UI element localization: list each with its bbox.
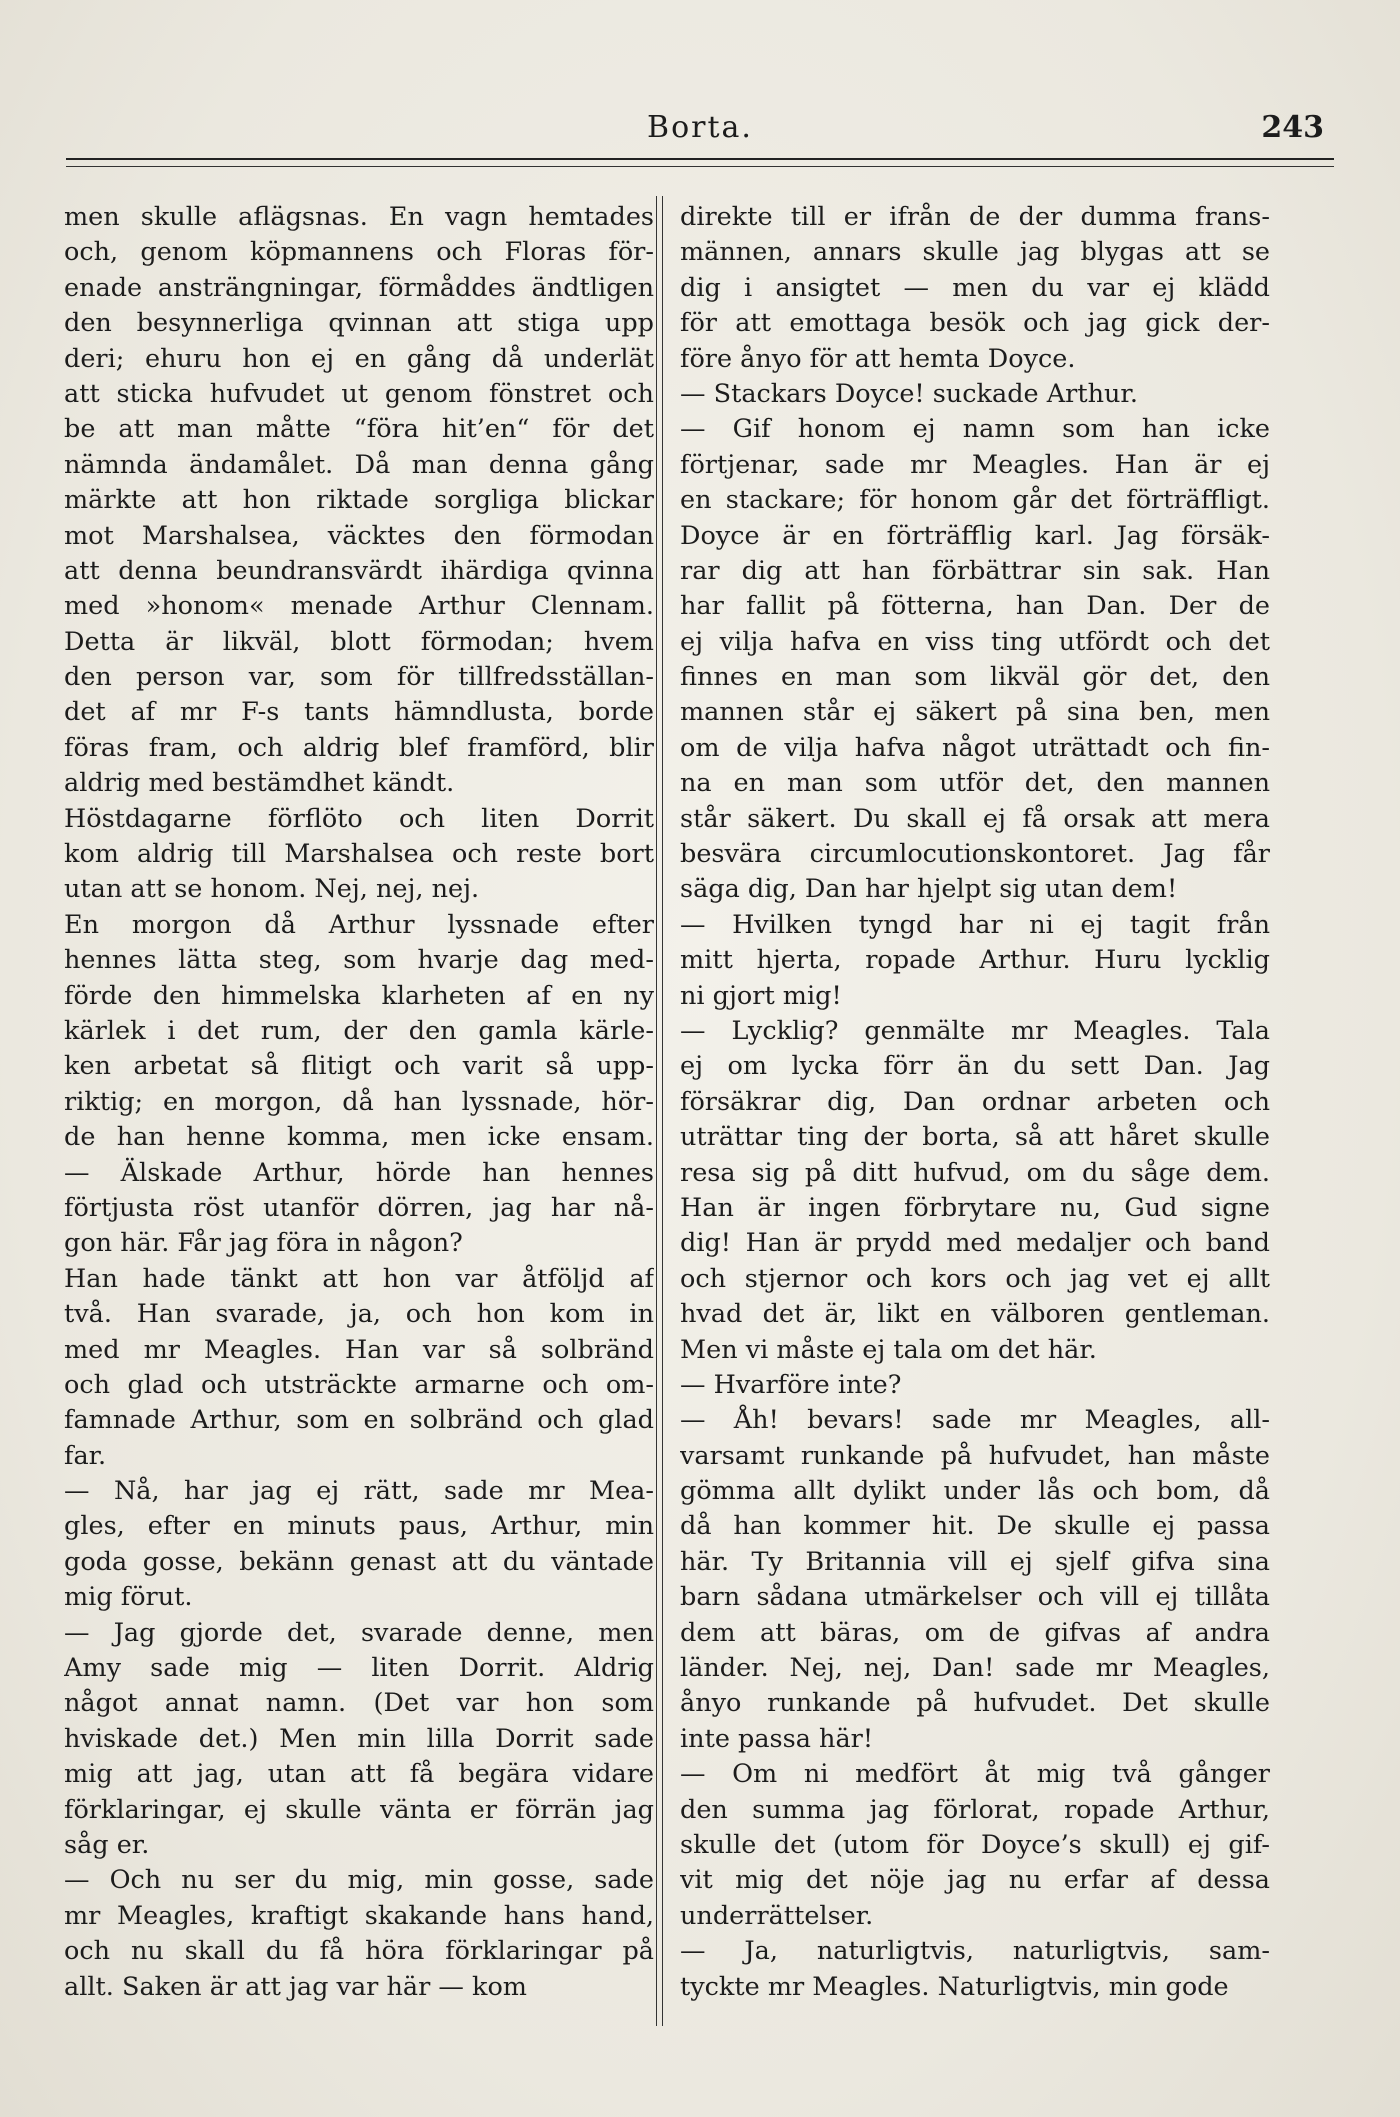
text-line: ken arbetat så flitigt och varit så upp- — [64, 1051, 654, 1082]
text-line: riktig; en morgon, då han lyssnade, hör- — [64, 1086, 654, 1117]
text-line: hennes lätta steg, som hvarje dag med- — [64, 945, 654, 976]
text-line: för att emottaga besök och jag gick der- — [680, 308, 1270, 339]
running-title: Borta. — [647, 110, 753, 145]
text-line: står säkert. Du skall ej få orsak att mera — [680, 803, 1270, 834]
text-line: och, genom köpmannens och Floras för- — [64, 237, 654, 268]
text-line: far. — [64, 1440, 107, 1471]
text-line: att denna beundransvärdt ihärdiga qvinna — [64, 555, 654, 586]
text-line: Amy sade mig — liten Dorrit. Aldrig — [64, 1653, 654, 1684]
page-header — [66, 110, 1334, 150]
text-line: den besynnerliga qvinnan att stiga upp — [64, 308, 654, 339]
text-line: ånyo runkande på hufvudet. Det skulle — [680, 1688, 1270, 1719]
text-line: säga dig, Dan har hjelpt sig utan dem! — [680, 874, 1178, 905]
text-line: na en man som utför det, den mannen — [680, 768, 1270, 799]
text-line: dig i ansigtet — men du var ej klädd — [680, 272, 1270, 303]
text-line: — Lycklig? genmälte mr Meagles. Tala — [680, 1015, 1270, 1046]
text-line: mr Meagles, kraftigt skakande hans hand, — [64, 1900, 654, 1931]
text-line: har fallit på fötterna, han Dan. Der de — [680, 591, 1270, 622]
left-column — [64, 200, 654, 2030]
text-line: — Åh! bevars! sade mr Meagles, all- — [680, 1405, 1270, 1436]
text-line: aldrig med bestämdhet kändt. — [64, 768, 455, 799]
text-line: Detta är likväl, blott förmodan; hvem — [64, 626, 654, 657]
text-line: förklaringar, ej skulle vänta er förrän jag — [64, 1794, 654, 1825]
text-line: den summa jag förlorat, ropade Arthur, — [680, 1794, 1270, 1825]
text-line: — Stackars Doyce! suckade Arthur. — [680, 378, 1138, 409]
text-line: det af mr F-s tants hämndlusta, borde — [64, 697, 654, 728]
text-line: Han hade tänkt att hon var åtföljd af — [64, 1263, 654, 1294]
text-line: mitt hjerta, ropade Arthur. Huru lycklig — [680, 945, 1270, 976]
header-rule — [66, 158, 1334, 167]
text-line: såg er. — [64, 1829, 150, 1860]
text-line: resa sig på ditt hufvud, om du såge dem. — [680, 1157, 1270, 1188]
text-line: försäkrar dig, Dan ordnar arbeten och — [680, 1086, 1270, 1117]
text-line: två. Han svarade, ja, och hon kom in — [64, 1299, 654, 1330]
text-line: om de vilja hafva något uträttadt och fin- — [680, 732, 1270, 763]
text-line: Han är ingen förbrytare nu, Gud signe — [680, 1192, 1270, 1223]
text-line: med »honom« menade Arthur Clennam. — [64, 591, 654, 622]
text-line: be att man måtte “föra hit’en“ för det — [64, 414, 654, 445]
text-line: och stjernor och kors och jag vet ej allt — [680, 1263, 1270, 1294]
text-line: förde den himmelska klarheten af en ny — [64, 980, 654, 1011]
text-line: rar dig att han förbättrar sin sak. Han — [680, 555, 1270, 586]
text-line: tyckte mr Meagles. Naturligtvis, min gode — [680, 1971, 1229, 2002]
text-line: enade ansträngningar, förmåddes ändtligen — [64, 272, 654, 303]
text-line: — Gif honom ej namn som han icke — [680, 414, 1270, 445]
text-line: — Ja, naturligtvis, naturligtvis, sam- — [680, 1936, 1270, 1967]
text-line: utan att se honom. Nej, nej, nej. — [64, 874, 480, 905]
text-line: Doyce är en förträfflig karl. Jag försäk- — [680, 520, 1270, 551]
text-line: finnes en man som likväl gör det, den — [680, 662, 1270, 693]
text-line: då han kommer hit. De skulle ej passa — [680, 1511, 1270, 1542]
text-line: Höstdagarne förflöto och liten Dorrit — [64, 803, 654, 834]
text-line: föras fram, och aldrig blef framförd, blir — [64, 732, 654, 763]
text-line: mot Marshalsea, väcktes den förmodan — [64, 520, 654, 551]
text-line: ej vilja hafva en viss ting utfördt och det — [680, 626, 1270, 657]
text-line: länder. Nej, nej, Dan! sade mr Meagles, — [680, 1653, 1270, 1684]
text-line: kärlek i det rum, der den gamla kärle- — [64, 1015, 654, 1046]
text-line: och glad och utsträckte armarne och om- — [64, 1369, 654, 1400]
text-line: med mr Meagles. Han var så solbränd — [64, 1334, 654, 1365]
text-line: ej om lycka förr än du sett Dan. Jag — [680, 1051, 1270, 1082]
text-line: den person var, som för tillfredsställan- — [64, 662, 654, 693]
text-line: barn sådana utmärkelser och vill ej tillåta — [680, 1582, 1270, 1613]
text-line: och nu skall du få höra förklaringar på — [64, 1936, 654, 1967]
text-line: — Och nu ser du mig, min gosse, sade — [64, 1865, 654, 1896]
text-line: allt. Saken är att jag var här — kom — [64, 1971, 527, 2002]
text-line: gon här. Får jag föra in någon? — [64, 1228, 463, 1259]
text-line: något annat namn. (Det var hon som — [64, 1688, 654, 1719]
text-line: skulle det (utom för Doyce’s skull) ej gif- — [680, 1829, 1270, 1860]
page-number: 243 — [1261, 110, 1324, 145]
text-line: deri; ehuru hon ej en gång då underlät — [64, 343, 654, 374]
text-line: en stackare; för honom går det förträffligt. — [680, 485, 1270, 516]
text-line: dem att bäras, om de gifvas af andra — [680, 1617, 1270, 1648]
text-line: märkte att hon riktade sorgliga blickar — [64, 485, 654, 516]
text-line: direkte till er ifrån de der dumma frans- — [680, 202, 1270, 232]
text-line: — Om ni medfört åt mig två gånger — [680, 1759, 1270, 1790]
text-line: männen, annars skulle jag blygas att se — [680, 237, 1270, 268]
text-line: En morgon då Arthur lyssnade efter — [64, 909, 654, 940]
text-line: varsamt runkande på hufvudet, han måste — [680, 1440, 1270, 1471]
text-line: mannen står ej säkert på sina ben, men — [680, 697, 1270, 728]
text-line: vit mig det nöje jag nu erfar af dessa — [680, 1865, 1270, 1896]
text-line: före ånyo för att hemta Doyce. — [680, 343, 1076, 374]
text-line: uträttar ting der borta, så att håret skulle — [680, 1122, 1270, 1153]
text-line: — Jag gjorde det, svarade denne, men — [64, 1617, 654, 1648]
text-line: hviskade det.) Men min lilla Dorrit sade — [64, 1723, 654, 1754]
text-line: famnade Arthur, som en solbränd och glad — [64, 1405, 654, 1436]
text-line: goda gosse, bekänn genast att du väntade — [64, 1546, 654, 1577]
text-line: nämnda ändamålet. Då man denna gång — [64, 449, 654, 480]
text-line: här. Ty Britannia vill ej sjelf gifva sina — [680, 1546, 1270, 1577]
text-line: besvära circumlocutionskontoret. Jag får — [680, 839, 1270, 870]
text-line: — Hvilken tyngd har ni ej tagit från — [680, 909, 1270, 940]
text-line: inte passa här! — [680, 1723, 874, 1754]
text-line: ni gjort mig! — [680, 980, 842, 1011]
text-line: att sticka hufvudet ut genom fönstret och — [64, 378, 654, 409]
text-line: hvad det är, likt en välboren gentleman. — [680, 1299, 1270, 1330]
text-line: Men vi måste ej tala om det här. — [680, 1334, 1097, 1365]
text-line: men skulle aflägsnas. En vagn hemtades — [64, 202, 654, 232]
text-line: dig! Han är prydd med medaljer och band — [680, 1228, 1270, 1259]
text-line: förtjenar, sade mr Meagles. Han är ej — [680, 449, 1270, 480]
right-column — [680, 200, 1270, 2030]
text-line: — Älskade Arthur, hörde han hennes — [64, 1157, 654, 1188]
text-line: gles, efter en minuts paus, Arthur, min — [64, 1511, 654, 1542]
text-line: — Hvarföre inte? — [680, 1369, 902, 1400]
text-line: de han henne komma, men icke ensam. — [64, 1122, 654, 1153]
text-line: mig förut. — [64, 1582, 193, 1613]
text-line: kom aldrig till Marshalsea och reste bort — [64, 839, 654, 870]
text-line: förtjusta röst utanför dörren, jag har nå- — [64, 1192, 654, 1223]
text-line: — Nå, har jag ej rätt, sade mr Mea- — [64, 1476, 654, 1507]
column-divider — [656, 196, 663, 2026]
text-line: mig att jag, utan att få begära vidare — [64, 1759, 654, 1790]
text-line: gömma allt dylikt under lås och bom, då — [680, 1476, 1270, 1507]
text-line: underrättelser. — [680, 1900, 874, 1931]
